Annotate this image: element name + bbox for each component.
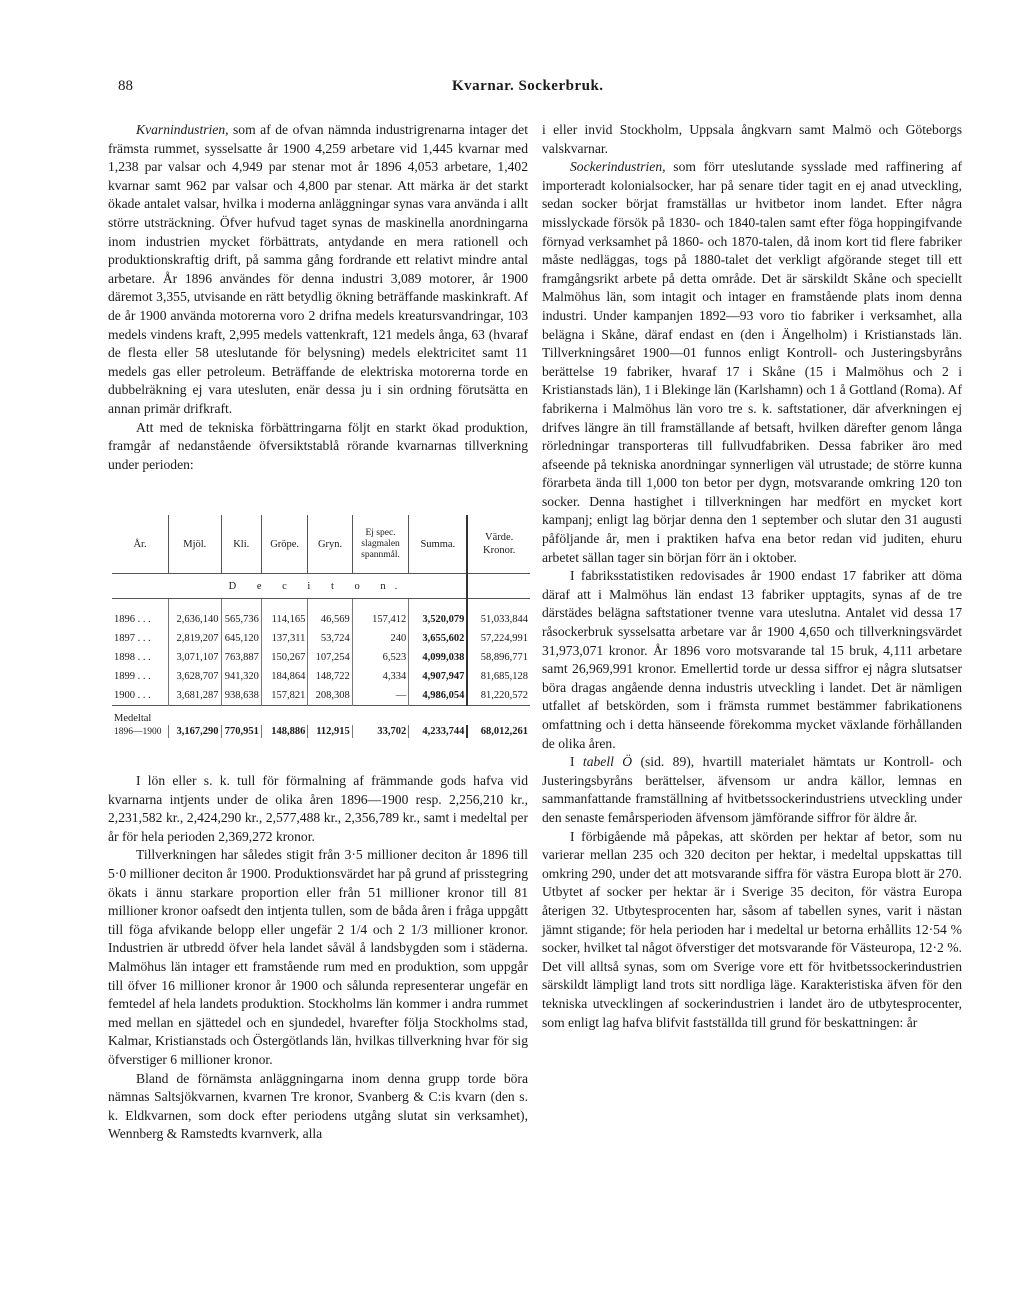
- cell-summa: 4,233,744: [409, 725, 468, 738]
- cell-grope: 184,864: [261, 667, 307, 686]
- paragraph-text: som förr uteslutande sysslade med raffinering af importeradt kolonialsocker, har på senare tider tagit en ej anad utveckling, sedan socker börjat framställas ur hvitbetor inom landet. Efter några misslyckade försök på 1830- och 1840-talen samt efter föga hoppingifvande förnyad verksamhet på 1860- och 1870-talen, då inom kort tid flere fabriker måste nedläggas, togs på 1880-talet det verkligt afgörande steget till ett framgångsrikt arbete på detta område. Det är särskildt Skåne och speciellt Malmöhus län, som intagit och intager en framstående plats inom denna industri. Under kampanjen 1892—93 voro tio fabriker i verksamhet, alla belägna i Skåne, däraf endast en (den i Ängelholm) i Kristianstads län. Tillverkningsåret 1900—01 funnos enligt Kontroll- och Justeringsbyråns berättelse 19 fabriker, hvaraf 17 i Skåne (15 i Malmöhus och 2 i Kristianstads län), 1 i Blekinge län (Karlshamn) och 1 å Gottland (Roma). Af fabrikerna i Malmöhus län voro tre s. k. saftstationer, där afverkningen ej drifves längre än till framställande af betsaft, hvilken därefter genom långa rörledningar transporteras till fullvudfabriken. Dessa fabriker äro med afseende på tekniska anordningar synnerligen väl utrustade; de större kunna förarbeta ända till 1,000 ton betor per dygn, motsvarande omkring 120 ton socker. Denna hastighet i tillverkningen har medfört en mycket kort kampanj; enligt lag börjar denna den 1 september och slutar den 31 augusti påföljande år, men i praktiken hafva ena betor redan vid juditen, ehuru arbetet sällan tager sin början förr än i oktober.: [542, 159, 962, 565]
- paragraph-tull: I lön eller s. k. tull för förmalning af främmande gods hafva vid kvarnarna intjents under de olika åren 1896—1900 resp. 2,256,210 kr., 2,231,582 kr., 2,424,290 kr., 2,577,488 kr., 2,356,789 kr., samt i medeltal per år för hela perioden 2,369,272 kronor.: [108, 773, 528, 844]
- paragraph-tillverkning: Tillverkningen har således stigit från 3·5 millioner deciton år 1896 till 5·0 millioner deciton år 1900. Produktionsvärdet har på grund af prisstegring ökats i ännu starkare proportion eller från 51 millioner kronor till 81 millioner kronor oafsedt den intjenta tullen, som de båda åren i fråga uppgått till föga afvikande belopp eller ungefär 2 1/4 och 2 1/3 millioner kronor. Industrien är utbredd öfver hela landet såväl å landsbygden som i städerna. Malmöhus län intager ett framstående rum med en produktion, som uppgår till öfver 16 millioner kronor år 1900 och sålunda representerar ungefär en femtedel af hela landets produktion. Stockholms län kommer i andra rummet med mellan en sjättedel och en sjundedel, hvarefter följa Stockholms stad, Kalmar, Kristianstads och Östergötlands län, hvilkas tillverkning hvar för sig öfverstiger 6 millioner kronor.: [108, 847, 528, 1067]
- cell-year: 1897 . . .: [114, 633, 151, 644]
- average-label-row: [112, 706, 530, 726]
- paragraph-fabriksstatistik: I fabriksstatistiken redovisades år 1900 endast 17 fabriker att döma däraf att i Malmöhus län endast 13 fabriker upptagits, synas af de tre därstädes belägna saftstationer tvenne vara uteslutna. Antalet vid dessa 17 råsockerbruk sysselsatta arbetare var år 1900 4,650 och tillverkningsvärdet 31,973,071 kronor. År 1896 voro motsvarande tal 15 bruk, 4,111 arbetare samt 26,969,991 kronor. Emellertid torde ur dessa siffror ej några slutsatser böra dragas angående denna industris utveckling i landet. Det är nämligen utfallet af betskörden, som i främsta rummet bestämmer fabrikationens omfattning och i detta hänseende förekomma mycket växlande förhållanden de olika åren.: [542, 568, 962, 751]
- cell-kli: 770,951: [221, 725, 261, 738]
- cell-gryn: 107,254: [308, 648, 352, 667]
- cell-year: 1898 . . .: [114, 652, 151, 663]
- cell-summa: 4,986,054: [409, 686, 468, 706]
- cell-gryn: 46,569: [308, 599, 352, 630]
- cell-ejspec: —: [352, 686, 409, 706]
- table-row: [112, 599, 530, 630]
- paragraph-kvarnindustrien: [108, 121, 528, 419]
- col-header-mjol: Mjöl.: [169, 515, 222, 574]
- cell-grope: 150,267: [261, 648, 307, 667]
- unit-row: [112, 574, 530, 599]
- cell-gryn: 148,722: [308, 667, 352, 686]
- col-header-varde: Värde. Kronor.: [467, 515, 530, 574]
- cell-mjol: 3,071,107: [169, 648, 222, 667]
- cell-year: 1899 . . .: [114, 671, 151, 682]
- cell-grope: 148,886: [261, 725, 307, 738]
- col-header-summa: Summa.: [409, 515, 468, 574]
- text-fragment: (sid. 89), hvartill materialet hämtats ur Kontroll- och Justeringsbyråns berättelser, äfvensom ur andra källor, lemnas en sammanfattande framställning af hvitbetssockerindustriens utveckling under den senaste femårsperioden äfvensom jämförande siffror för äldre år.: [542, 754, 962, 825]
- cell-year: 1896 . . .: [114, 614, 151, 625]
- cell-mjol: 2,636,140: [169, 599, 222, 630]
- col-header-kli: Kli.: [221, 515, 261, 574]
- cell-varde: 51,033,844: [467, 599, 530, 630]
- left-column-bottom: [108, 772, 528, 1144]
- cell-ejspec: 157,412: [352, 599, 409, 630]
- cell-kli: 645,120: [221, 629, 261, 648]
- paragraph-continuation: i eller invid Stockholm, Uppsala ångkvarn samt Malmö och Göteborgs valskvarnar.: [542, 122, 962, 156]
- paragraph-anlaggningar: Bland de förnämsta anläggningarna inom denna grupp torde böra nämnas Saltsjökvarnen, kvarnen Tre kronor, Svanberg & C:is kvarn (den s. k. Eldkvarnen, som dock efter periodens utgång slutat sin verksamhet), Wennberg & Ramstedts kvarnverk, alla: [108, 1070, 528, 1142]
- cell-ejspec: 240: [352, 629, 409, 648]
- cell-varde: 58,896,771: [467, 648, 530, 667]
- cell-gryn: 208,308: [308, 686, 352, 706]
- cell-summa: 4,907,947: [409, 667, 468, 686]
- cell-ejspec: 33,702: [352, 725, 409, 738]
- cell-grope: 157,821: [261, 686, 307, 706]
- cell-grope: 114,165: [261, 599, 307, 630]
- cell-varde: 81,685,128: [467, 667, 530, 686]
- cell-kli: 763,887: [221, 648, 261, 667]
- cell-year: 1900 . . .: [114, 690, 151, 701]
- cell-gryn: 112,915: [308, 725, 352, 738]
- cell-summa: 3,520,079: [409, 599, 468, 630]
- cell-kli: 565,736: [221, 599, 261, 630]
- table-row: [112, 648, 530, 667]
- average-row: [112, 725, 530, 738]
- cell-summa: 4,099,038: [409, 648, 468, 667]
- paragraph-skorden: I förbigående må påpekas, att skörden per hektar af betor, som nu varierar mellan 235 och 320 deciton per hektar, i medeltal uppskattas till omkring 290, under det att motsvarande siffra för västra Europa blott är 270. Utbytet af socker per hektar är i Sverige 35 deciton, för västra Europa återigen 32. Utbytesprocenten har, såsom af tabellen synes, varit i nästan jämnt stigande; för hela perioden har i medeltal ur betorna erhållits 12·54 % socker, hvilket tal något öfverstiger det motsvarande för Västeuropa, 12·2 %. Det vill alltså synas, som om Sverige vore ett för hvitbetssockerindustrien särskildt lämpligt land trots sitt nordliga läge. Karakteristiska äfven för den tekniska utvecklingen af sockerindustrien i landet äro de utbytesprocenter, som enligt lag hafva blifvit fastställda till grund för beskattningen: år: [542, 828, 962, 1030]
- cell-mjol: 3,681,287: [169, 686, 222, 706]
- average-label: Medeltal: [112, 706, 530, 726]
- cell-summa: 3,655,602: [409, 629, 468, 648]
- cell-varde: 57,224,991: [467, 629, 530, 648]
- col-header-ejspec: Ej spec. slagmalen spannmål.: [352, 515, 409, 574]
- paragraph-tabell: [542, 753, 962, 827]
- production-table: [112, 515, 530, 738]
- col-header-year: År.: [133, 538, 147, 550]
- paragraph-production-intro: Att med de tekniska förbättringarna följt en starkt ökad produktion, framgår af nedanstående öfversiktstablå rörande kvarnarnas tillverkning under perioden:: [108, 419, 528, 472]
- table-row: [112, 686, 530, 706]
- table-row: [112, 629, 530, 648]
- running-title: Kvarnar. Sockerbruk.: [452, 78, 604, 94]
- cell-grope: 137,311: [261, 629, 307, 648]
- left-column-top: [108, 121, 528, 474]
- cell-year: 1896—1900: [114, 726, 162, 737]
- cell-gryn: 53,724: [308, 629, 352, 648]
- cell-kli: 938,638: [221, 686, 261, 706]
- unit-label: D e c i t o n.: [169, 574, 468, 599]
- table-header-row: [112, 515, 530, 574]
- cell-ejspec: 6,523: [352, 648, 409, 667]
- right-column: [542, 121, 962, 1032]
- cell-kli: 941,320: [221, 667, 261, 686]
- paragraph-text: som af de ofvan nämnda industrigrenarna intager det främsta rummet, sysselsatte år 1900 4,259 arbetare vid 1,445 kvarnar med 1,238 par valsar och 4,949 par stenar mot år 1896 4,053 arbetare, 1,402 kvarnar samt 962 par valsar och 4,800 par stenar. Att märka är det starkt ökade antalet valsar, hvilka i moderna anläggningar synas vara använda i allt större utsträckning. Öfver hufvud taget synas de maskinella anordningarna inom industrien mycket förbättrats, antydande en mera rationell och produktionskraftig drift, på samma gång fordrande ett relativt mindre antal arbetare. År 1896 användes för denna industri 3,089 motorer, år 1900 däremot 3,355, utvisande en rätt betydlig ökning beträffande maskinkraft. Af de år 1900 använda motorerna voro 2 drifna medels kreatursvandringar, 103 medels vindens kraft, 2,995 medels vattenkraft, 121 medels ånga, 63 (hvaraf de flesta eller 58 uteslutande för belysning) medels elektricitet samt 11 medels gas eller petroleum. Beträffande de elektriska motorerna torde en dubbelräkning ej vara utesluten, enär dessa ju i sin ordning förutsätta en annan primär drifkraft.: [108, 122, 528, 416]
- lead-term: Sockerindustrien,: [570, 159, 666, 175]
- cell-mjol: 2,819,207: [169, 629, 222, 648]
- cell-varde: 81,220,572: [467, 686, 530, 706]
- cell-ejspec: 4,334: [352, 667, 409, 686]
- text-fragment: I: [570, 754, 583, 770]
- cell-varde: 68,012,261: [467, 725, 530, 738]
- paragraph-sockerindustrien: [542, 158, 962, 567]
- col-header-gryn: Gryn.: [308, 515, 352, 574]
- table-row: [112, 667, 530, 686]
- lead-term: Kvarnindustrien,: [136, 122, 229, 137]
- col-header-grope: Gröpe.: [261, 515, 307, 574]
- page-number: 88: [118, 78, 133, 94]
- cell-mjol: 3,167,290: [169, 725, 222, 738]
- cell-mjol: 3,628,707: [169, 667, 222, 686]
- table-reference: tabell Ö: [582, 754, 633, 770]
